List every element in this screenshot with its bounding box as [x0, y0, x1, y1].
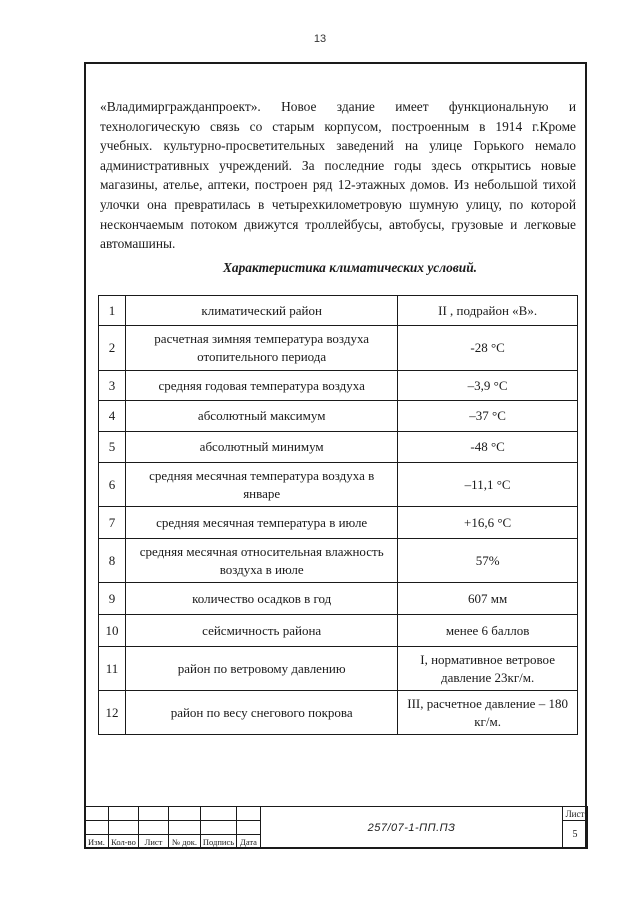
value-cell: –37 °С: [398, 401, 578, 432]
row-number: 10: [99, 615, 126, 647]
climate-row: [99, 432, 578, 463]
title-block: [84, 806, 588, 849]
row-number: 8: [99, 539, 126, 583]
section-title: Характеристика климатических условий.: [222, 260, 478, 275]
parameter-cell: район по ветровому давлению: [126, 647, 398, 691]
value-cell: +16,6 °С: [398, 507, 578, 539]
row-number: 7: [99, 507, 126, 539]
row-number: 11: [99, 647, 126, 691]
sheet-number: 5: [563, 821, 588, 849]
parameter-cell: средняя месячная относительная влажность воздуха в июле: [126, 539, 398, 583]
climate-row: [99, 691, 578, 735]
value-cell: менее 6 баллов: [398, 615, 578, 647]
parameter-cell: район по весу снегового покрова: [126, 691, 398, 735]
stamp-cell: [237, 821, 261, 835]
row-number: 3: [99, 371, 126, 401]
climate-table: [98, 295, 578, 735]
stamp-cell: [139, 807, 169, 821]
value-cell: I, нормативное ветровое давление 23кг/м.: [398, 647, 578, 691]
stamp-cell: [169, 821, 201, 835]
stamp-cell: [109, 807, 139, 821]
value-cell: 57%: [398, 539, 578, 583]
stamp-cell: [85, 821, 109, 835]
value-cell: -48 °С: [398, 432, 578, 463]
row-number: 6: [99, 463, 126, 507]
climate-row: [99, 371, 578, 401]
climate-row: [99, 507, 578, 539]
climate-row: [99, 583, 578, 615]
value-cell: -28 °С: [398, 326, 578, 371]
parameter-cell: средняя месячная температура в июле: [126, 507, 398, 539]
stamp-label-signature: Подпись: [201, 835, 237, 849]
climate-row: [99, 647, 578, 691]
intro-paragraph: «Владимиргражданпроект». Новое здание имеет функциональную и технологическую связь со старым корпусом, построенным в 1914 г.Кроме учебных. культурно-просветительных заведений на улице Горького немало административных учреждений. За последние годы здесь открытись новые магазины, ателье, аптеки, построен ряд 12-этажных домов. Из небольшой тихой улочки она превратилась в четырехкилометровую шумную улицу, по которой нескончаемым потоком движутся троллейбусы, автобусы, грузовые и легковые автомашины.: [100, 99, 576, 252]
climate-row: [99, 296, 578, 326]
parameter-cell: климатический район: [126, 296, 398, 326]
parameter-cell: расчетная зимняя температура воздуха отопительного периода: [126, 326, 398, 371]
climate-row: [99, 326, 578, 371]
stamp-label-doc-number: № док.: [169, 835, 201, 849]
stamp-cell: [201, 821, 237, 835]
row-number: 9: [99, 583, 126, 615]
row-number: 1: [99, 296, 126, 326]
sheet-label: Лист: [563, 807, 588, 821]
parameter-cell: абсолютный минимум: [126, 432, 398, 463]
parameter-cell: средняя годовая температура воздуха: [126, 371, 398, 401]
climate-row: [99, 463, 578, 507]
parameter-cell: сейсмичность района: [126, 615, 398, 647]
stamp-cell: [85, 807, 109, 821]
value-cell: 607 мм: [398, 583, 578, 615]
row-number: 5: [99, 432, 126, 463]
stamp-cell: [201, 807, 237, 821]
parameter-cell: абсолютный максимум: [126, 401, 398, 432]
stamp-label-quantity: Кол-во: [109, 835, 139, 849]
stamp-cell: [169, 807, 201, 821]
stamp-cell: [139, 821, 169, 835]
stamp-label-change: Изм.: [85, 835, 109, 849]
value-cell: II , подрайон «В».: [398, 296, 578, 326]
climate-row: [99, 401, 578, 432]
stamp-cell: [109, 821, 139, 835]
value-cell: –3,9 °С: [398, 371, 578, 401]
document-code: 257/07-1-ПП.ПЗ: [261, 807, 563, 849]
row-number: 2: [99, 326, 126, 371]
stamp-cell: [237, 807, 261, 821]
climate-row: [99, 539, 578, 583]
parameter-cell: средняя месячная температура воздуха в январе: [126, 463, 398, 507]
page-number: 13: [313, 33, 327, 45]
climate-row: [99, 615, 578, 647]
row-number: 12: [99, 691, 126, 735]
parameter-cell: количество осадков в год: [126, 583, 398, 615]
value-cell: III, расчетное давление – 180 кг/м.: [398, 691, 578, 735]
stamp-label-sheet: Лист: [139, 835, 169, 849]
stamp-label-date: Дата: [237, 835, 261, 849]
row-number: 4: [99, 401, 126, 432]
value-cell: –11,1 °С: [398, 463, 578, 507]
